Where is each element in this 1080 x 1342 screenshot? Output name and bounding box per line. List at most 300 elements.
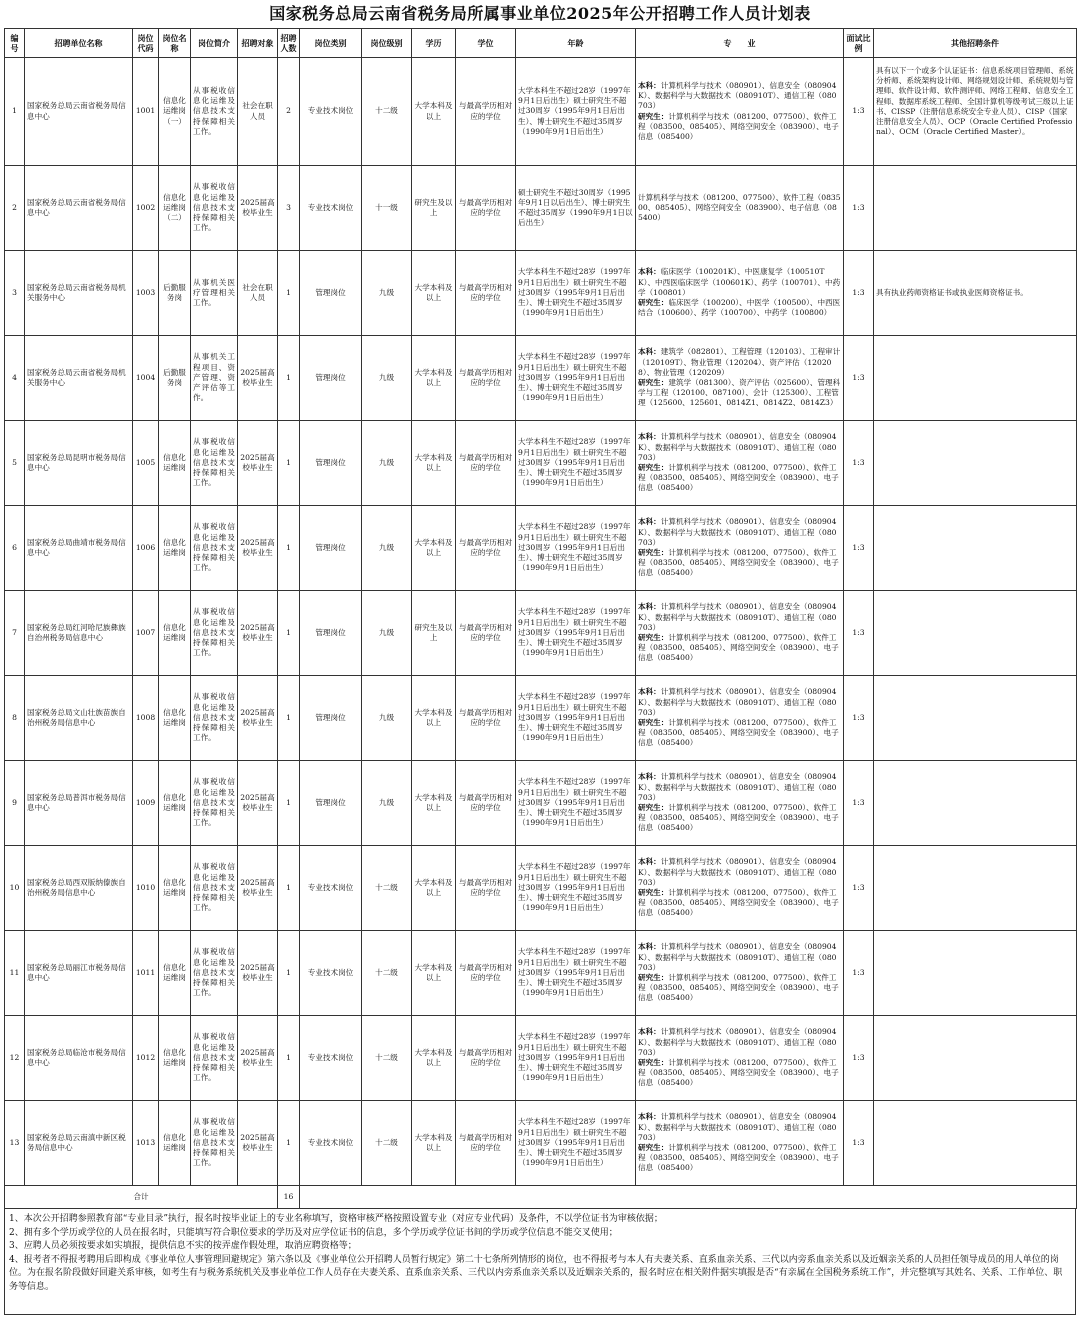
major-level-label: 本科： [638,517,661,527]
table-row [5,251,1077,336]
major-list: 计算机科学与技术（081200、077500）、软件工程（083500、085405）、网络空间安全（083900）、电子信息（085400） [638,718,839,748]
education: 大学本科及以上 [412,1016,456,1101]
major-line [638,857,841,888]
degree: 与最高学历相对应的学位 [456,931,516,1016]
degree: 与最高学历相对应的学位 [456,58,516,166]
age-limit: 硕士研究生不超过30周岁（1995年9月1日以后出生）、博士研究生不超过35周岁（1990年9月1日以后出生） [516,166,636,251]
major-requirement [636,931,844,1016]
major-line [638,1027,841,1058]
recruit-target: 社会在职人员 [238,58,278,166]
recruit-target: 2025届高校毕业生 [238,591,278,676]
table-row [5,506,1077,591]
degree: 与最高学历相对应的学位 [456,1016,516,1101]
table-row [5,1101,1077,1186]
post-intro: 从事机关工程项目、资产管理、资产评估等工作。 [191,336,238,421]
major-requirement [636,1016,844,1101]
post-code: 1003 [133,251,159,336]
major-line [638,687,841,718]
unit-name: 国家税务总局红河哈尼族彝族自治州税务局信息中心 [25,591,133,676]
header-unit: 招聘单位名称 [25,29,133,58]
recruit-target: 2025届高校毕业生 [238,506,278,591]
major-line [638,378,841,409]
note-item: 1、本次公开招聘参照教育部“专业目录”执行，报名时按毕业证上的专业名称填写，资格审核严格按照设置专业（对应专业代码）及条件，不以学位证书为审核依据； [9,1214,663,1224]
major-level-label: 本科： [638,772,661,782]
interview-ratio: 1:3 [844,58,874,166]
major-line [638,517,841,548]
post-category: 管理岗位 [300,421,362,506]
major-level-label: 本科： [638,1112,661,1122]
major-level-label: 研究生： [638,111,669,121]
table-row [5,166,1077,251]
age-limit: 大学本科生不超过28岁（1997年9月1日后出生）硕士研究生不超过30周岁（1995年9月1日后出生）、博士研究生不超过35周岁（1990年9月1日后出生） [516,761,636,846]
other-conditions [874,506,1077,591]
major-line [638,267,841,298]
post-name: 信息化运维岗 [159,846,191,931]
table-row [5,846,1077,931]
table-header-row [5,29,1077,58]
major-list: 计算机科学与技术（080901）、信息安全（080904K）、数据科学与大数据技术（080910T）、通信工程（080703） [638,1027,837,1057]
post-level: 九级 [362,251,412,336]
recruit-count: 2 [278,58,300,166]
row-number: 6 [5,506,25,591]
education: 大学本科及以上 [412,506,456,591]
post-name: 信息化运维岗 [159,591,191,676]
major-list: 计算机科学与技术（080901）、信息安全（080904K）、数据科学与大数据技术（080910T）、通信工程（080703） [638,857,837,887]
major-list: 建筑学（081300）、资产评估（025600）、管理科学与工程（120100、087100）、会计（125300）、工程管理（125600、125601、0814Z1、0814Z2、0814Z3） [638,378,841,408]
other-conditions [874,166,1077,251]
notes-section [4,1209,1076,1315]
degree: 与最高学历相对应的学位 [456,676,516,761]
unit-name: 国家税务总局云南滇中新区税务局信息中心 [25,1101,133,1186]
row-number: 11 [5,931,25,1016]
major-level-label: 本科： [638,80,661,90]
major-list: 计算机科学与技术（081200、077500）、软件工程（083500、085405）、网络空间安全（083900）、电子信息（085400） [638,803,839,833]
interview-ratio: 1:3 [844,1101,874,1186]
other-conditions [874,931,1077,1016]
major-line [638,112,841,143]
degree: 与最高学历相对应的学位 [456,421,516,506]
major-list: 计算机科学与技术（080901）、信息安全（080904K）、数据科学与大数据技术（080910T）、通信工程（080703） [638,602,837,632]
recruit-count: 1 [278,846,300,931]
major-level-label: 本科： [638,267,661,277]
header-category: 岗位类别 [300,29,362,58]
post-level: 十一级 [362,166,412,251]
age-limit: 大学本科生不超过28岁（1997年9月1日后出生）硕士研究生不超过30周岁（1995年9月1日后出生）、博士研究生不超过35周岁（1990年9月1日后出生） [516,931,636,1016]
education: 大学本科及以上 [412,336,456,421]
header-ratio: 面试比例 [844,29,874,58]
major-line [638,298,841,318]
header-target: 招聘对象 [238,29,278,58]
interview-ratio: 1:3 [844,421,874,506]
major-level-label: 研究生： [638,888,669,897]
header-no: 编号 [5,29,25,58]
major-list: 计算机科学与技术（081200、077500）、软件工程（083500、085405）、网络空间安全（083900）、电子信息（085400） [638,192,841,223]
recruit-count: 1 [278,591,300,676]
post-category: 管理岗位 [300,676,362,761]
recruit-count: 1 [278,421,300,506]
post-code: 1012 [133,1016,159,1101]
post-intro: 从事税收信息化运维及信息技术支持保障相关工作。 [191,846,238,931]
major-list: 临床医学（100200）、中医学（100500）、中西医结合（100600）、药学（100700）、中药学（100800） [638,298,841,318]
other-conditions [874,1101,1077,1186]
unit-name: 国家税务总局云南省税务局机关服务中心 [25,336,133,421]
unit-name: 国家税务总局临沧市税务局信息中心 [25,1016,133,1101]
post-code: 1013 [133,1101,159,1186]
major-level-label: 本科： [638,432,661,442]
post-name: 后勤服务岗 [159,336,191,421]
recruit-target: 2025届高校毕业生 [238,846,278,931]
other-conditions [874,421,1077,506]
post-name: 信息化运维岗 [159,676,191,761]
age-limit: 大学本科生不超过28岁（1997年9月1日后出生）硕士研究生不超过30周岁（1995年9月1日后出生）、博士研究生不超过35周岁（1990年9月1日后出生） [516,1016,636,1101]
major-level-label: 研究生： [638,1058,669,1067]
major-list: 计算机科学与技术（080901）、信息安全（080904K）、数据科学与大数据技术（080910T）、通信工程（080703） [638,1112,837,1142]
major-list: 计算机科学与技术（080901）、信息安全（080904K）、数据科学与大数据技术（080910T）、通信工程（080703） [638,432,837,462]
degree: 与最高学历相对应的学位 [456,336,516,421]
education: 大学本科及以上 [412,931,456,1016]
major-requirement [636,846,844,931]
education: 大学本科及以上 [412,421,456,506]
major-line [638,548,841,579]
education: 大学本科及以上 [412,761,456,846]
major-requirement [636,251,844,336]
post-category: 管理岗位 [300,761,362,846]
major-level-label: 研究生： [638,633,669,642]
post-code: 1011 [133,931,159,1016]
major-list: 临床医学（100201K）、中医康复学（100510TK）、中西医临床医学（100601K）、药学（100701）、中药学（100801） [638,267,841,297]
interview-ratio: 1:3 [844,846,874,931]
major-requirement [636,166,844,251]
age-limit: 大学本科生不超过28岁（1997年9月1日后出生）硕士研究生不超过30周岁（1995年9月1日后出生）、博士研究生不超过35周岁（1990年9月1日后出生） [516,506,636,591]
post-level: 九级 [362,761,412,846]
row-number: 13 [5,1101,25,1186]
age-limit: 大学本科生不超过28岁（1997年9月1日后出生）硕士研究生不超过30周岁（1995年9月1日后出生）、博士研究生不超过35周岁（1990年9月1日后出生） [516,336,636,421]
major-level-label: 研究生： [638,803,669,812]
major-list: 计算机科学与技术（081200、077500）、软件工程（083500、085405）、网络空间安全（083900）、电子信息（085400） [638,888,839,918]
major-level-label: 本科： [638,1027,661,1037]
age-limit: 大学本科生不超过28岁（1997年9月1日后出生）硕士研究生不超过30周岁（1995年9月1日后出生）、博士研究生不超过35周岁（1990年9月1日后出生） [516,58,636,166]
row-number: 2 [5,166,25,251]
post-code: 1004 [133,336,159,421]
major-level-label: 本科： [638,347,661,357]
post-category: 专业技术岗位 [300,166,362,251]
row-number: 3 [5,251,25,336]
other-conditions [874,846,1077,931]
major-line [638,1112,841,1143]
recruit-count: 1 [278,506,300,591]
recruit-count: 1 [278,336,300,421]
major-level-label: 本科： [638,942,661,952]
recruit-count: 1 [278,1101,300,1186]
major-level-label: 研究生： [638,718,669,727]
age-limit: 大学本科生不超过28岁（1997年9月1日后出生）硕士研究生不超过30周岁（1995年9月1日后出生）、博士研究生不超过35周岁（1990年9月1日后出生） [516,421,636,506]
total-row [5,1186,1077,1209]
other-conditions [874,1016,1077,1101]
post-category: 专业技术岗位 [300,846,362,931]
major-list: 计算机科学与技术（080901）、信息安全（080904K）、数据科学与大数据技术（080910T）、通信工程（080703） [638,80,837,111]
age-limit: 大学本科生不超过28岁（1997年9月1日后出生）硕士研究生不超过30周岁（1995年9月1日后出生）、博士研究生不超过35周岁（1990年9月1日后出生） [516,676,636,761]
header-degree: 学位 [456,29,516,58]
post-intro: 从事税收信息化运维及信息技术支持保障相关工作。 [191,591,238,676]
major-line [638,1143,841,1174]
unit-name: 国家税务总局普洱市税务局信息中心 [25,761,133,846]
post-intro: 从事税收信息化运维及信息技术支持保障相关工作。 [191,166,238,251]
page-title: 国家税务总局云南省税务局所属事业单位2025年公开招聘工作人员计划表 [269,4,811,23]
education: 大学本科及以上 [412,58,456,166]
major-list: 计算机科学与技术（081200、077500）、软件工程（083500、085405）、网络空间安全（083900）、电子信息（085400） [638,1058,839,1088]
interview-ratio: 1:3 [844,1016,874,1101]
major-level-label: 本科： [638,857,661,867]
interview-ratio: 1:3 [844,506,874,591]
row-number: 12 [5,1016,25,1101]
post-level: 十二级 [362,1016,412,1101]
post-level: 九级 [362,421,412,506]
post-intro: 从事税收信息化运维及信息技术支持保障相关工作。 [191,58,238,166]
major-list: 计算机科学与技术（081200、077500）、软件工程（083500、085405）、网络空间安全（083900）、电子信息（085400） [638,463,839,493]
major-level-label: 本科： [638,687,661,697]
major-level-label: 研究生： [638,298,669,308]
major-line [638,772,841,803]
education: 大学本科及以上 [412,846,456,931]
degree: 与最高学历相对应的学位 [456,591,516,676]
education: 研究生及以上 [412,166,456,251]
post-category: 管理岗位 [300,591,362,676]
row-number: 1 [5,58,25,166]
row-number: 7 [5,591,25,676]
major-requirement [636,336,844,421]
unit-name: 国家税务总局昆明市税务局信息中心 [25,421,133,506]
major-line [638,803,841,834]
major-level-label: 研究生： [638,463,669,472]
note-item: 3、应聘人员必须按要求如实填报，提供信息不实的按弄虚作假处理，取消应聘资格等； [9,1241,357,1251]
major-list: 计算机科学与技术（080901）、信息安全（080904K）、数据科学与大数据技术（080910T）、通信工程（080703） [638,517,837,547]
major-list: 计算机科学与技术（081200、077500）、软件工程（083500、085405）、网络空间安全（083900）、电子信息（085400） [638,973,839,1003]
row-number: 4 [5,336,25,421]
post-category: 管理岗位 [300,506,362,591]
unit-name: 国家税务总局丽江市税务局信息中心 [25,931,133,1016]
post-level: 十二级 [362,931,412,1016]
table-row [5,58,1077,166]
unit-name: 国家税务总局云南省税务局信息中心 [25,166,133,251]
recruit-target: 社会在职人员 [238,251,278,336]
education: 大学本科及以上 [412,676,456,761]
unit-name: 国家税务总局云南省税务局信息中心 [25,58,133,166]
header-code: 岗位代码 [133,29,159,58]
row-number: 8 [5,676,25,761]
header-level: 岗位级别 [362,29,412,58]
major-line [638,942,841,973]
post-category: 专业技术岗位 [300,58,362,166]
major-line [638,463,841,494]
interview-ratio: 1:3 [844,761,874,846]
total-count: 16 [278,1186,300,1209]
degree: 与最高学历相对应的学位 [456,166,516,251]
major-requirement [636,506,844,591]
age-limit: 大学本科生不超过28岁（1997年9月1日后出生）硕士研究生不超过30周岁（1995年9月1日后出生）、博士研究生不超过35周岁（1990年9月1日后出生） [516,846,636,931]
post-level: 十二级 [362,1101,412,1186]
post-level: 十二级 [362,846,412,931]
header-post: 岗位名称 [159,29,191,58]
recruit-count: 1 [278,1016,300,1101]
note-item: 4、报考者不得报考聘用后即构成《事业单位人事管理回避规定》第六条以及《事业单位公开招聘人员暂行规定》第二十七条所列情形的岗位，也不得报考与本人有夫妻关系、直系血亲关系、三代以内旁系血亲关系以及近姻亲关系的人员担任领导成员的用人单位的岗位。为在报名阶段做好回避关系审核，如考生有与税务系统机关及事业单位工作人员存在夫妻关系、直系血亲关系、三代以内旁系血亲关系以及近姻亲关系的，报名时应在相关附件据实填报是否“有亲属在全国税务系统工作”，并完整填写其姓名、关系、工作单位、职务等信息。 [9,1254,1063,1292]
interview-ratio: 1:3 [844,251,874,336]
recruit-target: 2025届高校毕业生 [238,421,278,506]
post-code: 1002 [133,166,159,251]
post-intro: 从事机关医疗管理相关工作。 [191,251,238,336]
major-line [638,888,841,919]
table-row [5,1016,1077,1101]
education: 大学本科及以上 [412,1101,456,1186]
row-number: 5 [5,421,25,506]
major-level-label: 本科： [638,602,661,612]
recruit-count: 1 [278,676,300,761]
table-row [5,591,1077,676]
post-name: 信息化运维岗 [159,421,191,506]
post-intro: 从事税收信息化运维及信息技术支持保障相关工作。 [191,931,238,1016]
header-major: 专 业 [636,29,844,58]
age-limit: 大学本科生不超过28岁（1997年9月1日后出生）硕士研究生不超过30周岁（1995年9月1日后出生）、博士研究生不超过35周岁（1990年9月1日后出生） [516,591,636,676]
major-list: 计算机科学与技术（081200、077500）、软件工程（083500、085405）、网络空间安全（083900）、电子信息（085400） [638,548,839,578]
major-line [638,602,841,633]
age-limit: 大学本科生不超过28岁（1997年9月1日后出生）硕士研究生不超过30周岁（1995年9月1日后出生）、博士研究生不超过35周岁（1990年9月1日后出生） [516,1101,636,1186]
post-name: 信息化运维岗 [159,506,191,591]
post-intro: 从事税收信息化运维及信息技术支持保障相关工作。 [191,1016,238,1101]
major-line [638,1058,841,1089]
post-level: 九级 [362,506,412,591]
major-line [638,633,841,664]
other-conditions [874,591,1077,676]
interview-ratio: 1:3 [844,336,874,421]
major-requirement [636,1101,844,1186]
recruit-target: 2025届高校毕业生 [238,931,278,1016]
post-intro: 从事税收信息化运维及信息技术支持保障相关工作。 [191,506,238,591]
post-code: 1006 [133,506,159,591]
interview-ratio: 1:3 [844,931,874,1016]
major-list: 计算机科学与技术（080901）、信息安全（080904K）、数据科学与大数据技术（080910T）、通信工程（080703） [638,772,837,802]
other-conditions: 具有以下一个或多个认证证书：信息系统项目管理师、系统分析师、系统架构设计师、网络规划设计师、系统规划与管理师、软件设计师、软件测评师、网络工程师、信息安全工程师、数据库系统工程师、全国计算机等级考试三级以上证书、CISSP（注册信息系统安全专业人员）、CISP（国家注册信息安全人员）、OCP（Oracle Certified Professional）、OCM（Oracle Certified Master）。 [874,58,1077,166]
recruit-target: 2025届高校毕业生 [238,1016,278,1101]
post-intro: 从事税收信息化运维及信息技术支持保障相关工作。 [191,676,238,761]
recruit-target: 2025届高校毕业生 [238,676,278,761]
unit-name: 国家税务总局西双版纳傣族自治州税务局信息中心 [25,846,133,931]
major-level-label: 研究生： [638,378,669,387]
note-item: 2、拥有多个学历或学位的人员在报名时，只能填写符合职位要求的学历及对应学位证书的信息，多个学历或学位证书间的学历或学位信息不能交叉使用； [9,1227,618,1238]
post-code: 1007 [133,591,159,676]
recruitment-table [4,28,1077,1209]
major-level-label: 研究生： [638,973,669,982]
education: 大学本科及以上 [412,251,456,336]
major-requirement [636,676,844,761]
degree: 与最高学历相对应的学位 [456,506,516,591]
degree: 与最高学历相对应的学位 [456,846,516,931]
post-code: 1001 [133,58,159,166]
major-level-label: 研究生： [638,548,669,557]
unit-name: 国家税务总局文山壮族苗族自治州税务局信息中心 [25,676,133,761]
major-line [638,432,841,463]
post-name: 后勤服务岗 [159,251,191,336]
post-name: 信息化运维岗 [159,1101,191,1186]
table-row [5,421,1077,506]
major-list: 计算机科学与技术（080901）、信息安全（080904K）、数据科学与大数据技术（080910T）、通信工程（080703） [638,942,837,972]
recruit-target: 2025届高校毕业生 [238,336,278,421]
post-category: 管理岗位 [300,251,362,336]
post-category: 专业技术岗位 [300,1016,362,1101]
post-level: 九级 [362,676,412,761]
post-level: 九级 [362,336,412,421]
recruit-target: 2025届高校毕业生 [238,166,278,251]
post-name: 信息化运维岗 [159,761,191,846]
major-line [638,81,841,112]
post-category: 管理岗位 [300,336,362,421]
post-code: 1005 [133,421,159,506]
header-count: 招聘人数 [278,29,300,58]
major-line [638,718,841,749]
header-age: 年龄 [516,29,636,58]
major-line [638,347,841,378]
post-code: 1008 [133,676,159,761]
major-level-label: 研究生： [638,1143,669,1152]
row-number: 10 [5,846,25,931]
header-extra: 其他招聘条件 [874,29,1077,58]
post-intro: 从事税收信息化运维及信息技术支持保障相关工作。 [191,421,238,506]
total-blank [300,1186,1077,1209]
post-code: 1009 [133,761,159,846]
interview-ratio: 1:3 [844,591,874,676]
post-code: 1010 [133,846,159,931]
recruit-target: 2025届高校毕业生 [238,761,278,846]
post-name: 信息化运维岗（一） [159,58,191,166]
post-category: 专业技术岗位 [300,1101,362,1186]
degree: 与最高学历相对应的学位 [456,761,516,846]
interview-ratio: 1:3 [844,676,874,761]
degree: 与最高学历相对应的学位 [456,251,516,336]
table-row [5,336,1077,421]
major-requirement [636,58,844,166]
major-list: 计算机科学与技术（081200、077500）、软件工程（083500、085405）、网络空间安全（083900）、电子信息（085400） [638,1143,839,1173]
post-level: 十二级 [362,58,412,166]
post-name: 信息化运维岗 [159,1016,191,1101]
major-line [638,973,841,1004]
post-category: 专业技术岗位 [300,931,362,1016]
recruit-count: 3 [278,166,300,251]
total-label: 合计 [5,1186,278,1209]
table-row [5,676,1077,761]
degree: 与最高学历相对应的学位 [456,1101,516,1186]
table-row [5,931,1077,1016]
post-name: 信息化运维岗（二） [159,166,191,251]
other-conditions [874,676,1077,761]
unit-name: 国家税务总局云南省税务局机关服务中心 [25,251,133,336]
recruit-count: 1 [278,761,300,846]
post-name: 信息化运维岗 [159,931,191,1016]
post-intro: 从事税收信息化运维及信息技术支持保障相关工作。 [191,1101,238,1186]
recruit-count: 1 [278,931,300,1016]
education: 研究生及以上 [412,591,456,676]
table-body [5,58,1077,1209]
major-list: 建筑学（082801）、工程管理（120103）、工程审计（120109T）、物业管理（120204）、资产评估（120208）、物业管理（120209） [638,347,841,377]
interview-ratio: 1:3 [844,166,874,251]
other-conditions [874,336,1077,421]
major-list: 计算机科学与技术（081200、077500）、软件工程（083500、085405）、网络空间安全（083900）、电子信息（085400） [638,633,839,663]
other-conditions [874,761,1077,846]
post-intro: 从事税收信息化运维及信息技术支持保障相关工作。 [191,761,238,846]
row-number: 9 [5,761,25,846]
header-intro: 岗位简介 [191,29,238,58]
unit-name: 国家税务总局曲靖市税务局信息中心 [25,506,133,591]
recruit-count: 1 [278,251,300,336]
major-requirement [636,591,844,676]
post-level: 九级 [362,591,412,676]
